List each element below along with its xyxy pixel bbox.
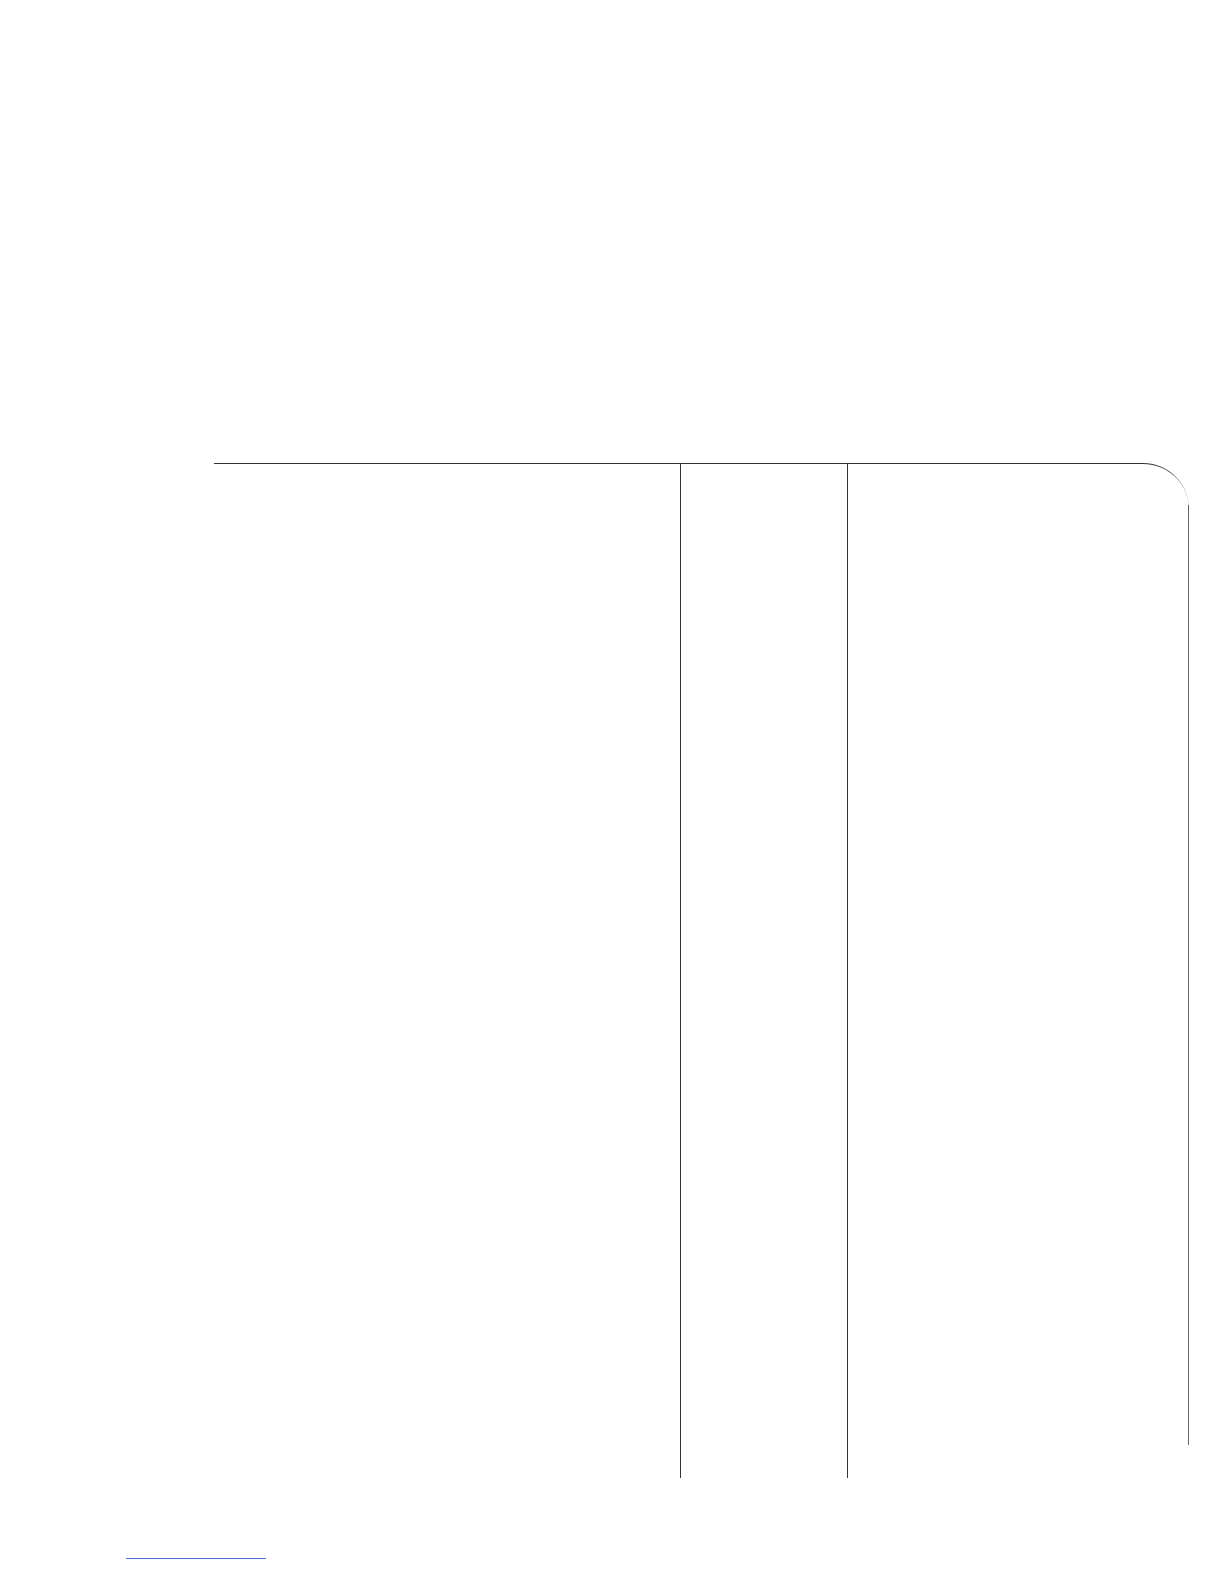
column-divider [680, 464, 681, 1478]
handwritten-availability-note [828, 281, 843, 311]
accessories-table [214, 463, 1189, 1478]
column-divider [847, 464, 848, 1478]
note-small [842, 289, 843, 308]
note-main [842, 281, 844, 310]
footer-link-line [126, 1558, 266, 1559]
asterisk-mark [828, 282, 830, 311]
table-right-edge [1188, 505, 1189, 1445]
